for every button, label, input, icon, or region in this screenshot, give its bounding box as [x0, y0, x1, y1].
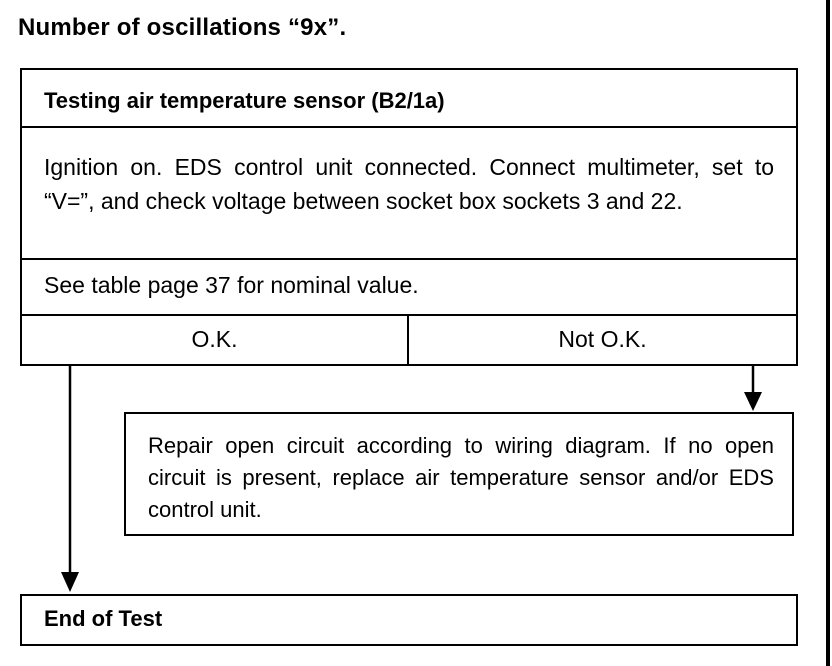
result-ok-label: O.K.: [191, 326, 238, 352]
test-step-title: Testing air temperature sensor (B2/1a): [44, 88, 445, 113]
ok-flow-arrowhead: [61, 572, 79, 592]
not-ok-flow-arrowhead: [744, 392, 762, 411]
page-edge: [826, 0, 830, 666]
nominal-value-note: See table page 37 for nominal value.: [44, 272, 419, 298]
repair-instruction: Repair open circuit according to wiring diagram. If no open circuit is present, replace air temperature sensor and/or EDS control unit.: [148, 433, 774, 522]
page-heading: Number of oscillations “9x”.: [18, 14, 347, 41]
test-step-instruction: Ignition on. EDS control unit connected. Connect multimeter, set to “V=”, and check voltage between socket box sockets 3 and 22.: [44, 154, 774, 214]
result-not-ok-label: Not O.K.: [558, 326, 647, 352]
end-of-test-title: End of Test: [44, 606, 163, 631]
